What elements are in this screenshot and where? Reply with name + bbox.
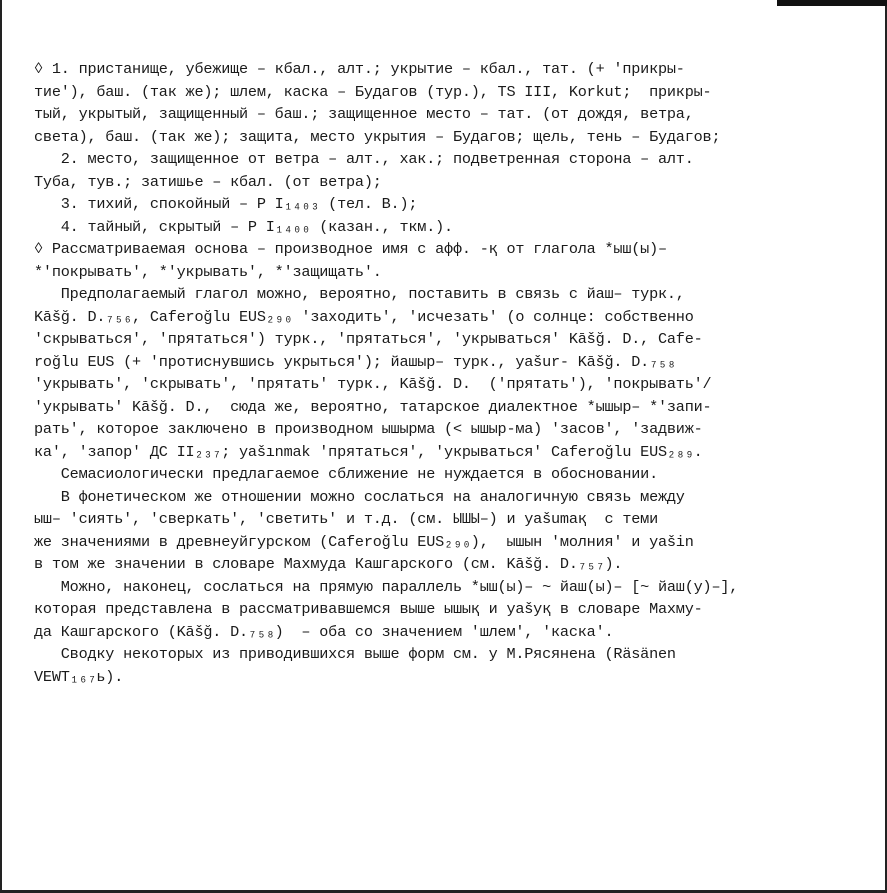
- text-line: 2. место, защищенное от ветра – алт., хак.; подветренная сторона – алт.: [34, 150, 694, 168]
- text-line: VEWT₁₆₇ь).: [34, 667, 124, 686]
- text-line: Предполагаемый глагол можно, вероятно, поставить в связь с йаш– турк.,: [34, 285, 685, 303]
- text-line: да Кашгарского (Kāšğ. D.₇₅₈) – оба со значением 'шлем', 'каска'.: [34, 622, 614, 641]
- text-line: ◊ 1. пристанище, убежище – кбал., алт.; укрытие – кбал., тат. (+ 'прикры-: [34, 60, 685, 78]
- scan-edge-top: [777, 0, 887, 6]
- text-line: света), баш. (так же); защита, место укрытия – Будагов; щель, тень – Будагов;: [34, 127, 721, 146]
- text-line: которая представлена в рассматривавшемся выше ышық и yašуқ в словаре Махму-: [34, 600, 703, 618]
- text-line: ыш– 'сиять', 'сверкать', 'светить' и т.д. (см. ЫШЫ–) и yašumaқ с теми: [34, 510, 658, 528]
- text-line: 'скрываться', 'прятаться') турк., 'прятаться', 'укрываться' Kāšğ. D., Cafe-: [34, 330, 703, 348]
- text-line: Семасиологически предлагаемое сближение не нуждается в обосновании.: [34, 465, 658, 483]
- text-line: 4. тайный, скрытый – Р I₁₄₀₀ (казан., ткм.).: [34, 217, 453, 236]
- text-line: в том же значении в словаре Махмуда Кашгарского (см. Kāšğ. D.₇₅₇).: [34, 555, 623, 573]
- text-line: 3. тихий, спокойный – Р I₁₄₀₃ (тел. В.);: [34, 195, 418, 213]
- text-line: же значениями в древнеуйгурском (Caferoğlu EUS₂₉₀), ышын 'молния' и yašin: [34, 532, 694, 551]
- document-body: [34, 58, 864, 688]
- text-line: тие'), баш. (так же); шлем, каска – Будагов (тур.), TS III, Korkut; прикры-: [34, 82, 712, 101]
- text-line: 'укрывать' Kāšğ. D., сюда же, вероятно, татарское диалектное *ышыр– *'запи-: [34, 397, 712, 416]
- text-line: *'покрывать', *'укрывать', *'защищать'.: [34, 262, 382, 281]
- scan-edge-left: [0, 0, 2, 893]
- text-line: ◊ Рассматриваемая основа – производное имя с афф. -қ от глагола *ыш(ы)–: [34, 240, 667, 258]
- text-line: Сводку некоторых из приводившихся выше форм см. у М.Рясянена (Räsänen: [34, 645, 676, 663]
- text-line: 'укрывать', 'скрывать', 'прятать' турк., Kāšğ. D. ('прятать'), 'покрывать'/: [34, 375, 712, 393]
- text-line: roğlu EUS (+ 'протиснувшись укрыться'); йашыр– турк., yašur- Kāšğ. D.₇₅₈: [34, 352, 676, 371]
- text-line: Kāšğ. D.₇₅₆, Caferoğlu EUS₂₉₀ 'заходить', 'исчезать' (о солнце: собственно: [34, 307, 694, 326]
- text-line: Туба, тув.; затишье – кбал. (от ветра);: [34, 172, 382, 191]
- text-line: Можно, наконец, сослаться на прямую параллель *ыш(ы)– ~ йаш(ы)– [~ йаш(у)–],: [34, 577, 739, 596]
- text-line: ка', 'запор' ДС II₂₃₇; yašınmak 'прятаться', 'укрываться' Caferoğlu EUS₂₈₉.: [34, 442, 703, 461]
- text-line: тый, укрытый, защищенный – баш.; защищенное место – тат. (от дождя, ветра,: [34, 105, 694, 123]
- text-line: В фонетическом же отношении можно сослаться на аналогичную связь между: [34, 487, 685, 506]
- text-line: рать', которое заключено в производном ышырма (< ышыр-ма) 'засов', 'задвиж-: [34, 420, 703, 438]
